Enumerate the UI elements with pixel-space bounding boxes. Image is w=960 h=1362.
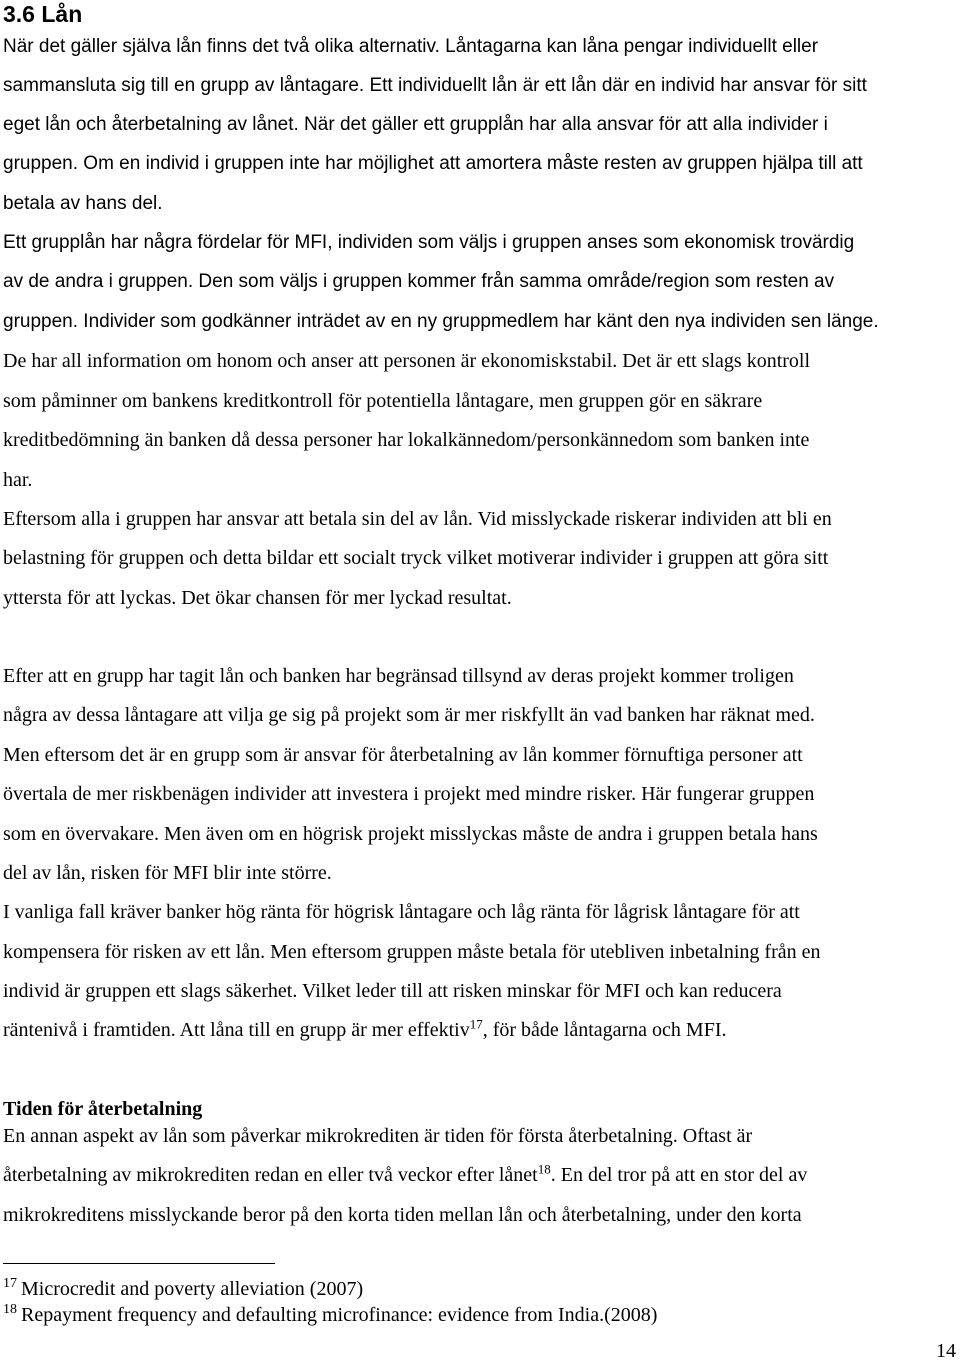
body-line: En annan aspekt av lån som påverkar mikrokrediten är tiden för första återbetalning. Oftast är [3,1125,753,1147]
body-line: några av dessa låntagare att vilja ge sig på projekt som är mer riskfyllt än vad banken har räknat med. [3,704,815,726]
body-line-text: räntenivå i framtiden. Att låna till en grupp är mer effektiv [3,1019,470,1041]
body-line: del av lån, risken för MFI blir inte större. [3,862,332,884]
body-line: kompensera för risken av ett lån. Men eftersom gruppen måste betala för utebliven inbetalning från en [3,941,821,963]
footnote-ref: 17 [469,1016,483,1032]
body-line: belastning för gruppen och detta bildar ett socialt tryck vilket motiverar individer i gruppen att göra sitt [3,547,829,569]
body-line: yttersta för att lyckas. Det ökar chansen för mer lyckad resultat. [3,587,512,609]
body-line: som påminner om bankens kreditkontroll för potentiella låntagare, men gruppen gör en säkrare [3,390,763,412]
body-line: som en övervakare. Men även om en högrisk projekt misslyckas måste de andra i gruppen betala hans [3,823,818,845]
body-line: övertala de mer riskbenägen individer att investera i projekt med mindre risker. Här fungerar gruppen [3,783,815,805]
body-line: eget lån och återbetalning av lånet. När det gäller ett grupplån har alla ansvar för att alla individer i [3,114,828,135]
footnote [3,1277,363,1304]
page-number: 14 [936,1340,956,1362]
body-line: Ett grupplån har några fördelar för MFI, individen som väljs i gruppen anses som ekonomisk trovärdig [3,232,855,253]
footnote-text: Microcredit and poverty alleviation (2007) [21,1278,364,1300]
body-line: sammansluta sig till en grupp av låntagare. Ett individuellt lån är ett lån där en individ har ansvar för sitt [3,75,867,96]
body-line: Efter att en grupp har tagit lån och banken har begränsad tillsynd av deras projekt kommer troligen [3,665,794,687]
body-line-text: återbetalning av mikrokrediten redan en eller två veckor efter lånet [3,1164,538,1186]
body-line: kreditbedömning än banken då dessa personer har lokalkännedom/personkännedom som banken inte [3,429,810,451]
body-line: har. [3,469,33,491]
body-line: individ är gruppen ett slags säkerhet. Vilket leder till att risken minskar för MFI och kan reducera [3,980,782,1002]
footnote-ref: 18 [537,1161,551,1177]
body-line [3,1163,807,1187]
body-line [3,1018,727,1042]
body-line: När det gäller själva lån finns det två olika alternativ. Låntagarna kan låna pengar individuellt eller [3,36,819,57]
body-line: mikrokreditens misslyckande beror på den korta tiden mellan lån och återbetalning, under den korta [3,1204,802,1226]
body-line: av de andra i gruppen. Den som väljs i gruppen kommer från samma område/region som resten av [3,271,835,292]
body-line: Men eftersom det är en grupp som är ansvar för återbetalning av lån kommer förnuftiga personer att [3,744,803,766]
body-line: De har all information om honom och anser att personen är ekonomiskstabil. Det är ett slags kontroll [3,350,811,372]
footnote-number: 18 [3,1302,17,1317]
body-line: gruppen. Om en individ i gruppen inte har möjlighet att amortera måste resten av gruppen hjälpa till att [3,153,863,174]
subheading: Tiden för återbetalning [3,1098,203,1120]
body-line: I vanliga fall kräver banker hög ränta för högrisk låntagare och låg ränta för lågrisk låntagare för att [3,901,800,923]
footnote-text: Repayment frequency and defaulting microfinance: evidence from India.(2008) [21,1304,658,1326]
body-line: gruppen. Individer som godkänner inträdet av en ny gruppmedlem har känt den nya individen sen länge. [3,311,879,332]
body-line: Eftersom alla i gruppen har ansvar att betala sin del av lån. Vid misslyckade riskerar individen att bli en [3,508,832,530]
footnote-separator [3,1263,275,1264]
footnote [3,1303,657,1330]
body-line-text: , för både låntagarna och MFI. [482,1019,727,1041]
section-heading: 3.6 Lån [3,1,83,27]
body-line-text: . En del tror på att en stor del av [550,1164,808,1186]
body-line: betala av hans del. [3,193,163,214]
footnote-number: 17 [3,1276,17,1291]
